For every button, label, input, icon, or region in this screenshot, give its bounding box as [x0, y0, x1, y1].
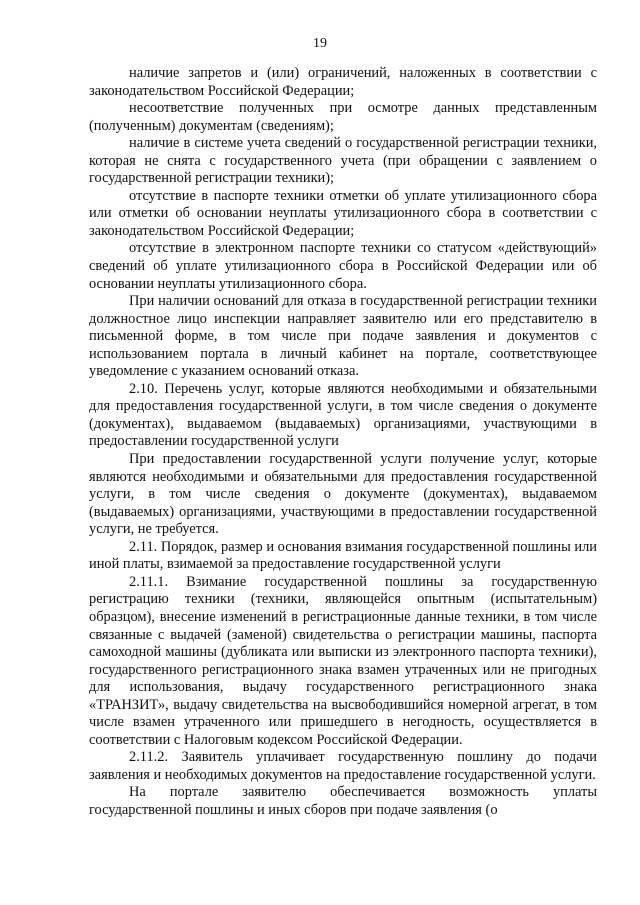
paragraph-services-not-required: При предоставлении государственной услуги получение услуг, которые являются необходимыми и обязательными для предоставления государственной услуги, в том числе сведения о документе (документах), выдаваемом (выдаваемых) организациями, участвующими в предоставлении государственной услуги, не требуется.: [89, 451, 597, 538]
document-body: [89, 65, 597, 820]
paragraph-2-11-2: 2.11.2. Заявитель уплачивает государственную пошлину до подачи заявления и необходимых документов на предоставление государственной услуги.: [89, 749, 597, 783]
paragraph-no-recycling-fee-mark: отсутствие в паспорте техники отметки об уплате утилизационного сбора или отметки об основании неуплаты утилизационного сбора в соответствии с законодательством Российской Федерации;: [89, 187, 597, 239]
paragraph-refusal-notice: При наличии оснований для отказа в государственной регистрации техники должностное лицо инспекции направляет заявителю или его представителю в письменной форме, в том числе при подаче заявления и документов с использованием портала в личный кабинет на портале, соответствующее уведомление с указанием оснований отказа.: [89, 293, 597, 380]
paragraph-portal-payment: На портале заявителю обеспечивается возможность уплаты государственной пошлины и иных сборов при подаче заявления (о: [89, 784, 597, 818]
paragraph-data-mismatch: несоответствие полученных при осмотре данных представленным (полученным) документам (сведениям);: [89, 100, 597, 134]
paragraph-ban-restrictions: наличие запретов и (или) ограничений, наложенных в соответствии с законодательством Российской Федерации;: [89, 65, 597, 99]
section-heading-2-11: 2.11. Порядок, размер и основания взимания государственной пошлины или иной платы, взимаемой за предоставление государственной услуги: [89, 538, 597, 573]
paragraph-existing-registration: наличие в системе учета сведений о государственной регистрации техники, которая не снята с государственного учета (при обращении с заявлением о государственной регистрации техники);: [89, 135, 597, 187]
paragraph-no-recycling-fee-info: отсутствие в электронном паспорте техники со статусом «действующий» сведений об уплате утилизационного сбора в Российской Федерации или об основании неуплаты утилизационного сбора.: [89, 240, 597, 292]
section-heading-2-10: 2.10. Перечень услуг, которые являются необходимыми и обязательными для предоставления государственной услуги, в том числе сведения о документе (документах), выдаваемом (выдаваемых) организациями, участвующими в предоставлении государственной услуги: [89, 380, 597, 450]
paragraph-2-11-1: 2.11.1. Взимание государственной пошлины за государственную регистрацию техники (техники, являющейся опытным (испытательным) образцом), внесение изменений в регистрационные данные техники, в том числе связанные с выдачей (заменой) свидетельства о регистрации машины, паспорта самоходной машины (дубликата или выписки из электронного паспорта техники), государственного регистрационного знака взамен утраченных или не пригодных для использования, выдачу государственного регистрационного знака «ТРАНЗИТ», выдачу свидетельства на высвободившийся номерной агрегат, в том числе взамен утраченного или пришедшего в негодность, осуществляется в соответствии с Налоговым кодексом Российской Федерации.: [89, 573, 597, 748]
page-number: 19: [313, 36, 327, 51]
